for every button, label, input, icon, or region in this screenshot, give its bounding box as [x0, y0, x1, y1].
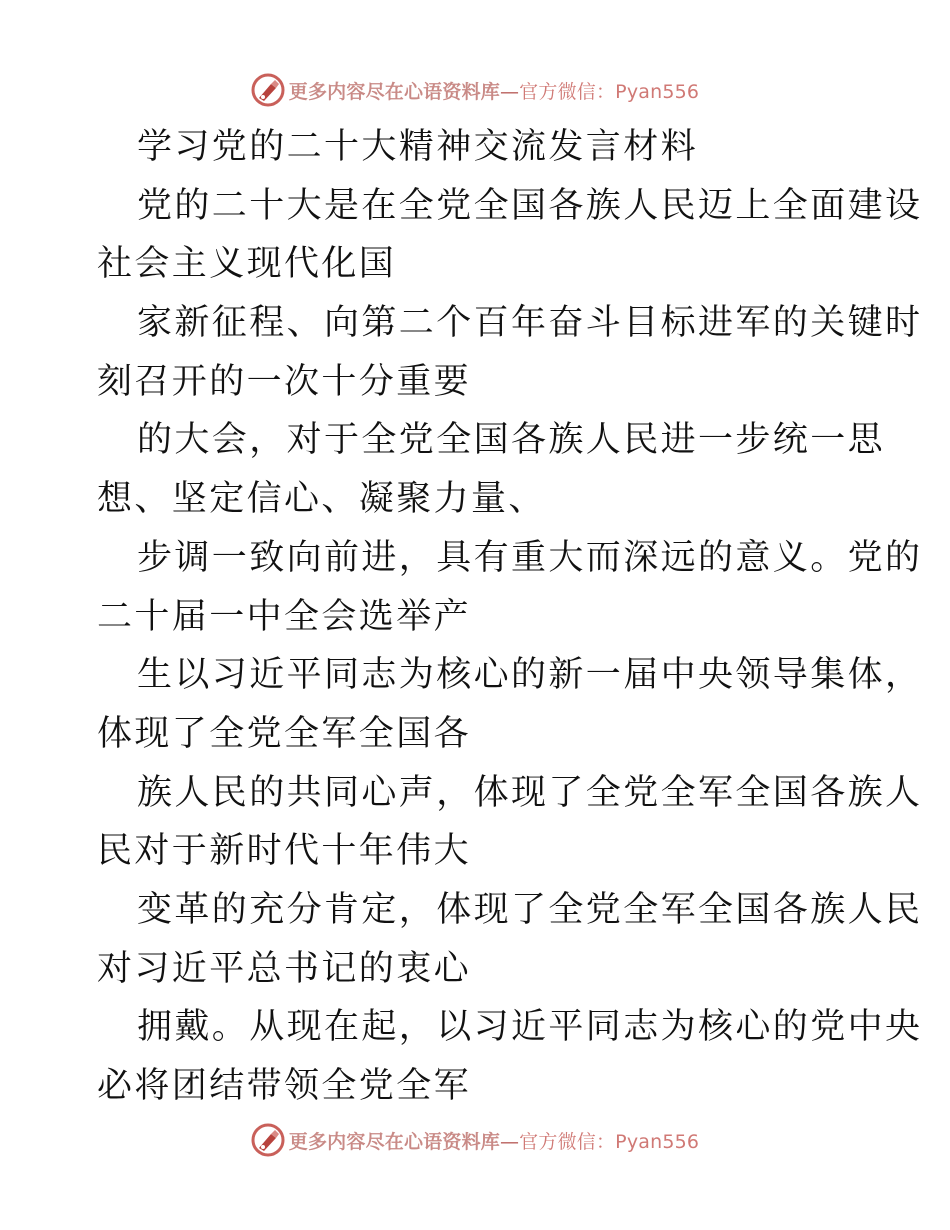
banner-main-text: 更多内容尽在心语资料库	[288, 1130, 500, 1153]
paragraph-line: 党的二十大是在全党全国各族人民迈上全面建设	[137, 185, 923, 226]
paragraph-line: 体现了全党全军全国各	[97, 713, 472, 754]
paragraph-line: 民对于新时代十年伟大	[97, 831, 472, 872]
pen-nib-logo-icon	[251, 1123, 285, 1157]
paragraph-line: 必将团结带领全党全军	[97, 1066, 472, 1106]
paragraph-line: 二十届一中全会选举产	[97, 596, 472, 637]
header-watermark-banner	[0, 68, 950, 112]
paragraph-line: 变革的充分肯定，体现了全党全军全国各族人民	[137, 889, 923, 930]
banner-main-text: 更多内容尽在心语资料库	[288, 80, 500, 103]
paragraph-line: 刻召开的一次十分重要	[97, 361, 472, 402]
pen-nib-logo-icon	[251, 73, 285, 107]
banner-wechat-text: 官方微信：Pyan556	[519, 1130, 700, 1153]
banner-wechat-text: 官方微信：Pyan556	[519, 80, 700, 103]
paragraph-line: 生以习近平同志为核心的新一届中央领导集体，	[137, 655, 923, 696]
paragraph-line: 的大会，对于全党全国各族人民进一步统一思	[137, 420, 886, 461]
paragraph-line: 想、坚定信心、凝聚力量、	[97, 479, 546, 520]
paragraph-line: 步调一致向前进，具有重大而深远的意义。党的	[137, 537, 923, 578]
paragraph-line: 家新征程、向第二个百年奋斗目标进军的关键时	[137, 303, 923, 344]
paragraph-line: 族人民的共同心声，体现了全党全军全国各族人	[137, 772, 923, 813]
document-title: 学习党的二十大精神交流发言材料	[137, 127, 699, 167]
banner-text	[289, 1127, 699, 1154]
banner-separator: —	[499, 1130, 520, 1153]
paragraph-line: 拥戴。从现在起，以习近平同志为核心的党中央	[137, 1007, 923, 1048]
document-body	[97, 118, 923, 1116]
banner-text	[289, 77, 699, 104]
footer-watermark-banner	[0, 1118, 950, 1162]
banner-separator: —	[499, 80, 520, 103]
paragraph-line: 对习近平总书记的衷心	[97, 948, 472, 989]
paragraph-line: 社会主义现代化国	[97, 244, 397, 285]
